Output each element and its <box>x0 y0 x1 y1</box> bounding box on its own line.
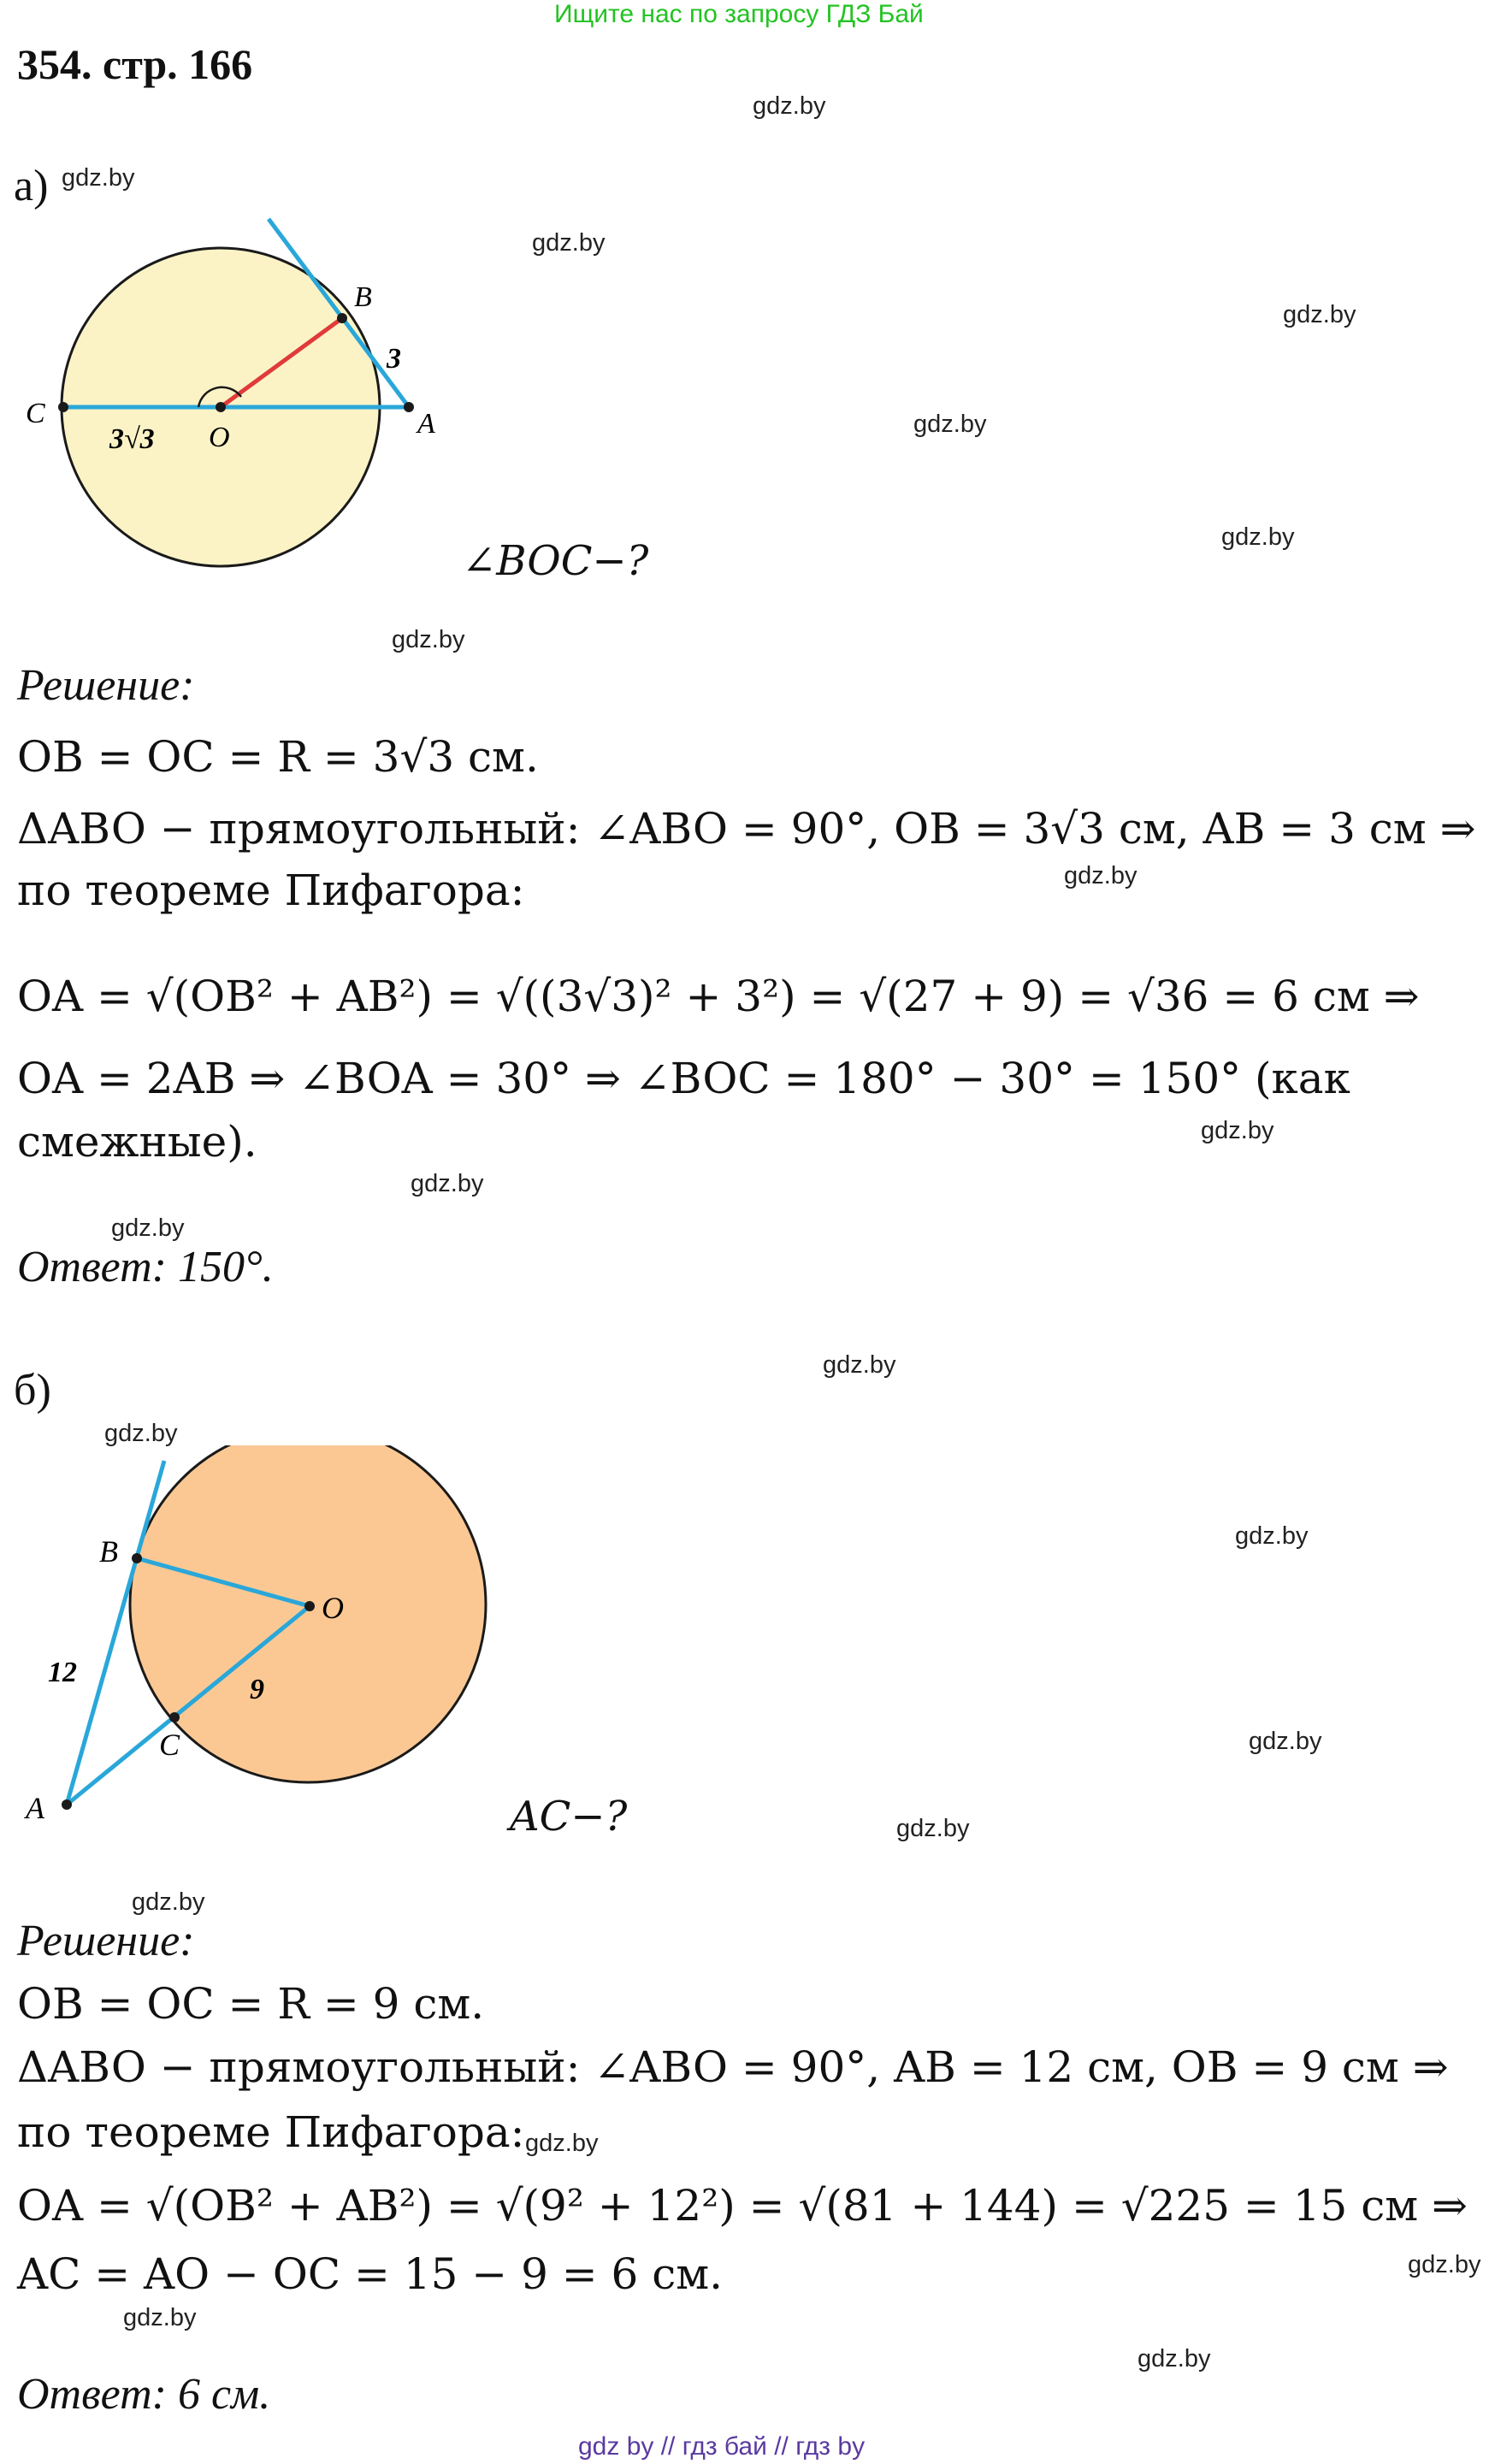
label-a: A <box>417 408 435 440</box>
watermark: gdz.by <box>896 1815 970 1842</box>
part-b-figure <box>0 1445 530 1839</box>
watermark: gdz.by <box>913 411 987 438</box>
watermark: gdz.by <box>1283 301 1356 328</box>
part-a-figure <box>0 205 479 582</box>
point-a <box>62 1799 72 1810</box>
solution-line: AC = AO − OC = 15 − 9 = 6 см. <box>17 2249 724 2299</box>
label-b: B <box>99 1534 118 1569</box>
watermark: gdz.by <box>1249 1728 1322 1755</box>
point-b <box>132 1553 142 1563</box>
point-b <box>337 313 347 323</box>
solution-line: OA = √(OB² + AB²) = √(9² + 12²) = √(81 + 144) = √225 = 15 см ⇒ <box>17 2181 1468 2231</box>
watermark: gdz.by <box>62 164 135 192</box>
watermark: gdz.by <box>1064 862 1138 889</box>
solution-line: ΔABO − прямоугольный: ∠ABO = 90°, AB = 12 см, OB = 9 см ⇒ <box>17 2042 1449 2092</box>
answer-b: Ответ: 6 см. <box>17 2370 271 2419</box>
watermark: gdz.by <box>104 1420 178 1447</box>
solution-line: смежные). <box>17 1117 257 1167</box>
point-o <box>304 1601 315 1611</box>
watermark: gdz.by <box>1235 1522 1309 1550</box>
watermark: gdz.by <box>1201 1117 1274 1144</box>
solution-line: ΔABO − прямоугольный: ∠ABO = 90°, OB = 3√3 см, AB = 3 см ⇒ <box>17 804 1476 854</box>
solution-line: OB = OC = R = 9 см. <box>17 1979 485 2029</box>
solution-line: OB = OC = R = 3√3 см. <box>17 732 539 782</box>
watermark: gdz.by <box>411 1170 484 1197</box>
point-c <box>169 1712 180 1722</box>
watermark: gdz.by <box>1138 2345 1211 2372</box>
label-o: O <box>322 1591 344 1625</box>
solution-line: по теореме Пифагора: <box>17 2107 525 2157</box>
label-c: C <box>26 398 45 429</box>
watermark: gdz.by <box>823 1351 896 1379</box>
solution-line: по теореме Пифагора: <box>17 866 525 915</box>
page-title: 354. стр. 166 <box>17 40 253 88</box>
watermark: gdz.by <box>525 2130 599 2157</box>
watermark: gdz.by <box>123 2304 197 2331</box>
point-c <box>58 402 68 412</box>
label-a: A <box>26 1791 44 1825</box>
question-b: AC−? <box>510 1793 628 1841</box>
watermark: gdz.by <box>1221 523 1295 551</box>
part-b-label: б) <box>14 1366 51 1415</box>
length-co: 3√3 <box>109 423 155 455</box>
question-a: ∠BOC−? <box>462 537 649 585</box>
watermark: gdz.by <box>1408 2251 1481 2278</box>
watermark: gdz.by <box>532 229 606 257</box>
circle-b <box>130 1445 486 1782</box>
footer: gdz by // гдз бай // гдз by <box>578 2432 866 2461</box>
label-b: B <box>354 281 372 313</box>
label-o: O <box>209 422 230 453</box>
length-oc: 9 <box>250 1674 264 1705</box>
watermark: gdz.by <box>392 626 465 653</box>
part-a-label: а) <box>14 162 49 210</box>
watermark: gdz.by <box>753 92 826 120</box>
watermark: gdz.by <box>132 1888 205 1916</box>
solution-title-b: Решение: <box>17 1917 195 1965</box>
point-a <box>404 402 414 412</box>
length-ab: 12 <box>48 1657 77 1688</box>
watermark: gdz.by <box>111 1214 185 1242</box>
answer-a: Ответ: 150°. <box>17 1243 274 1291</box>
solution-title-a: Решение: <box>17 661 195 710</box>
label-c: C <box>159 1728 180 1762</box>
solution-line: OA = 2AB ⇒ ∠BOA = 30° ⇒ ∠BOC = 180° − 30° = 150° (как <box>17 1054 1350 1103</box>
length-ab: 3 <box>387 343 401 375</box>
point-o <box>216 402 226 412</box>
solution-line: OA = √(OB² + AB²) = √((3√3)² + 3²) = √(27 + 9) = √36 = 6 см ⇒ <box>17 972 1420 1021</box>
top-banner: Ищите нас по запросу ГДЗ Бай <box>554 0 924 28</box>
